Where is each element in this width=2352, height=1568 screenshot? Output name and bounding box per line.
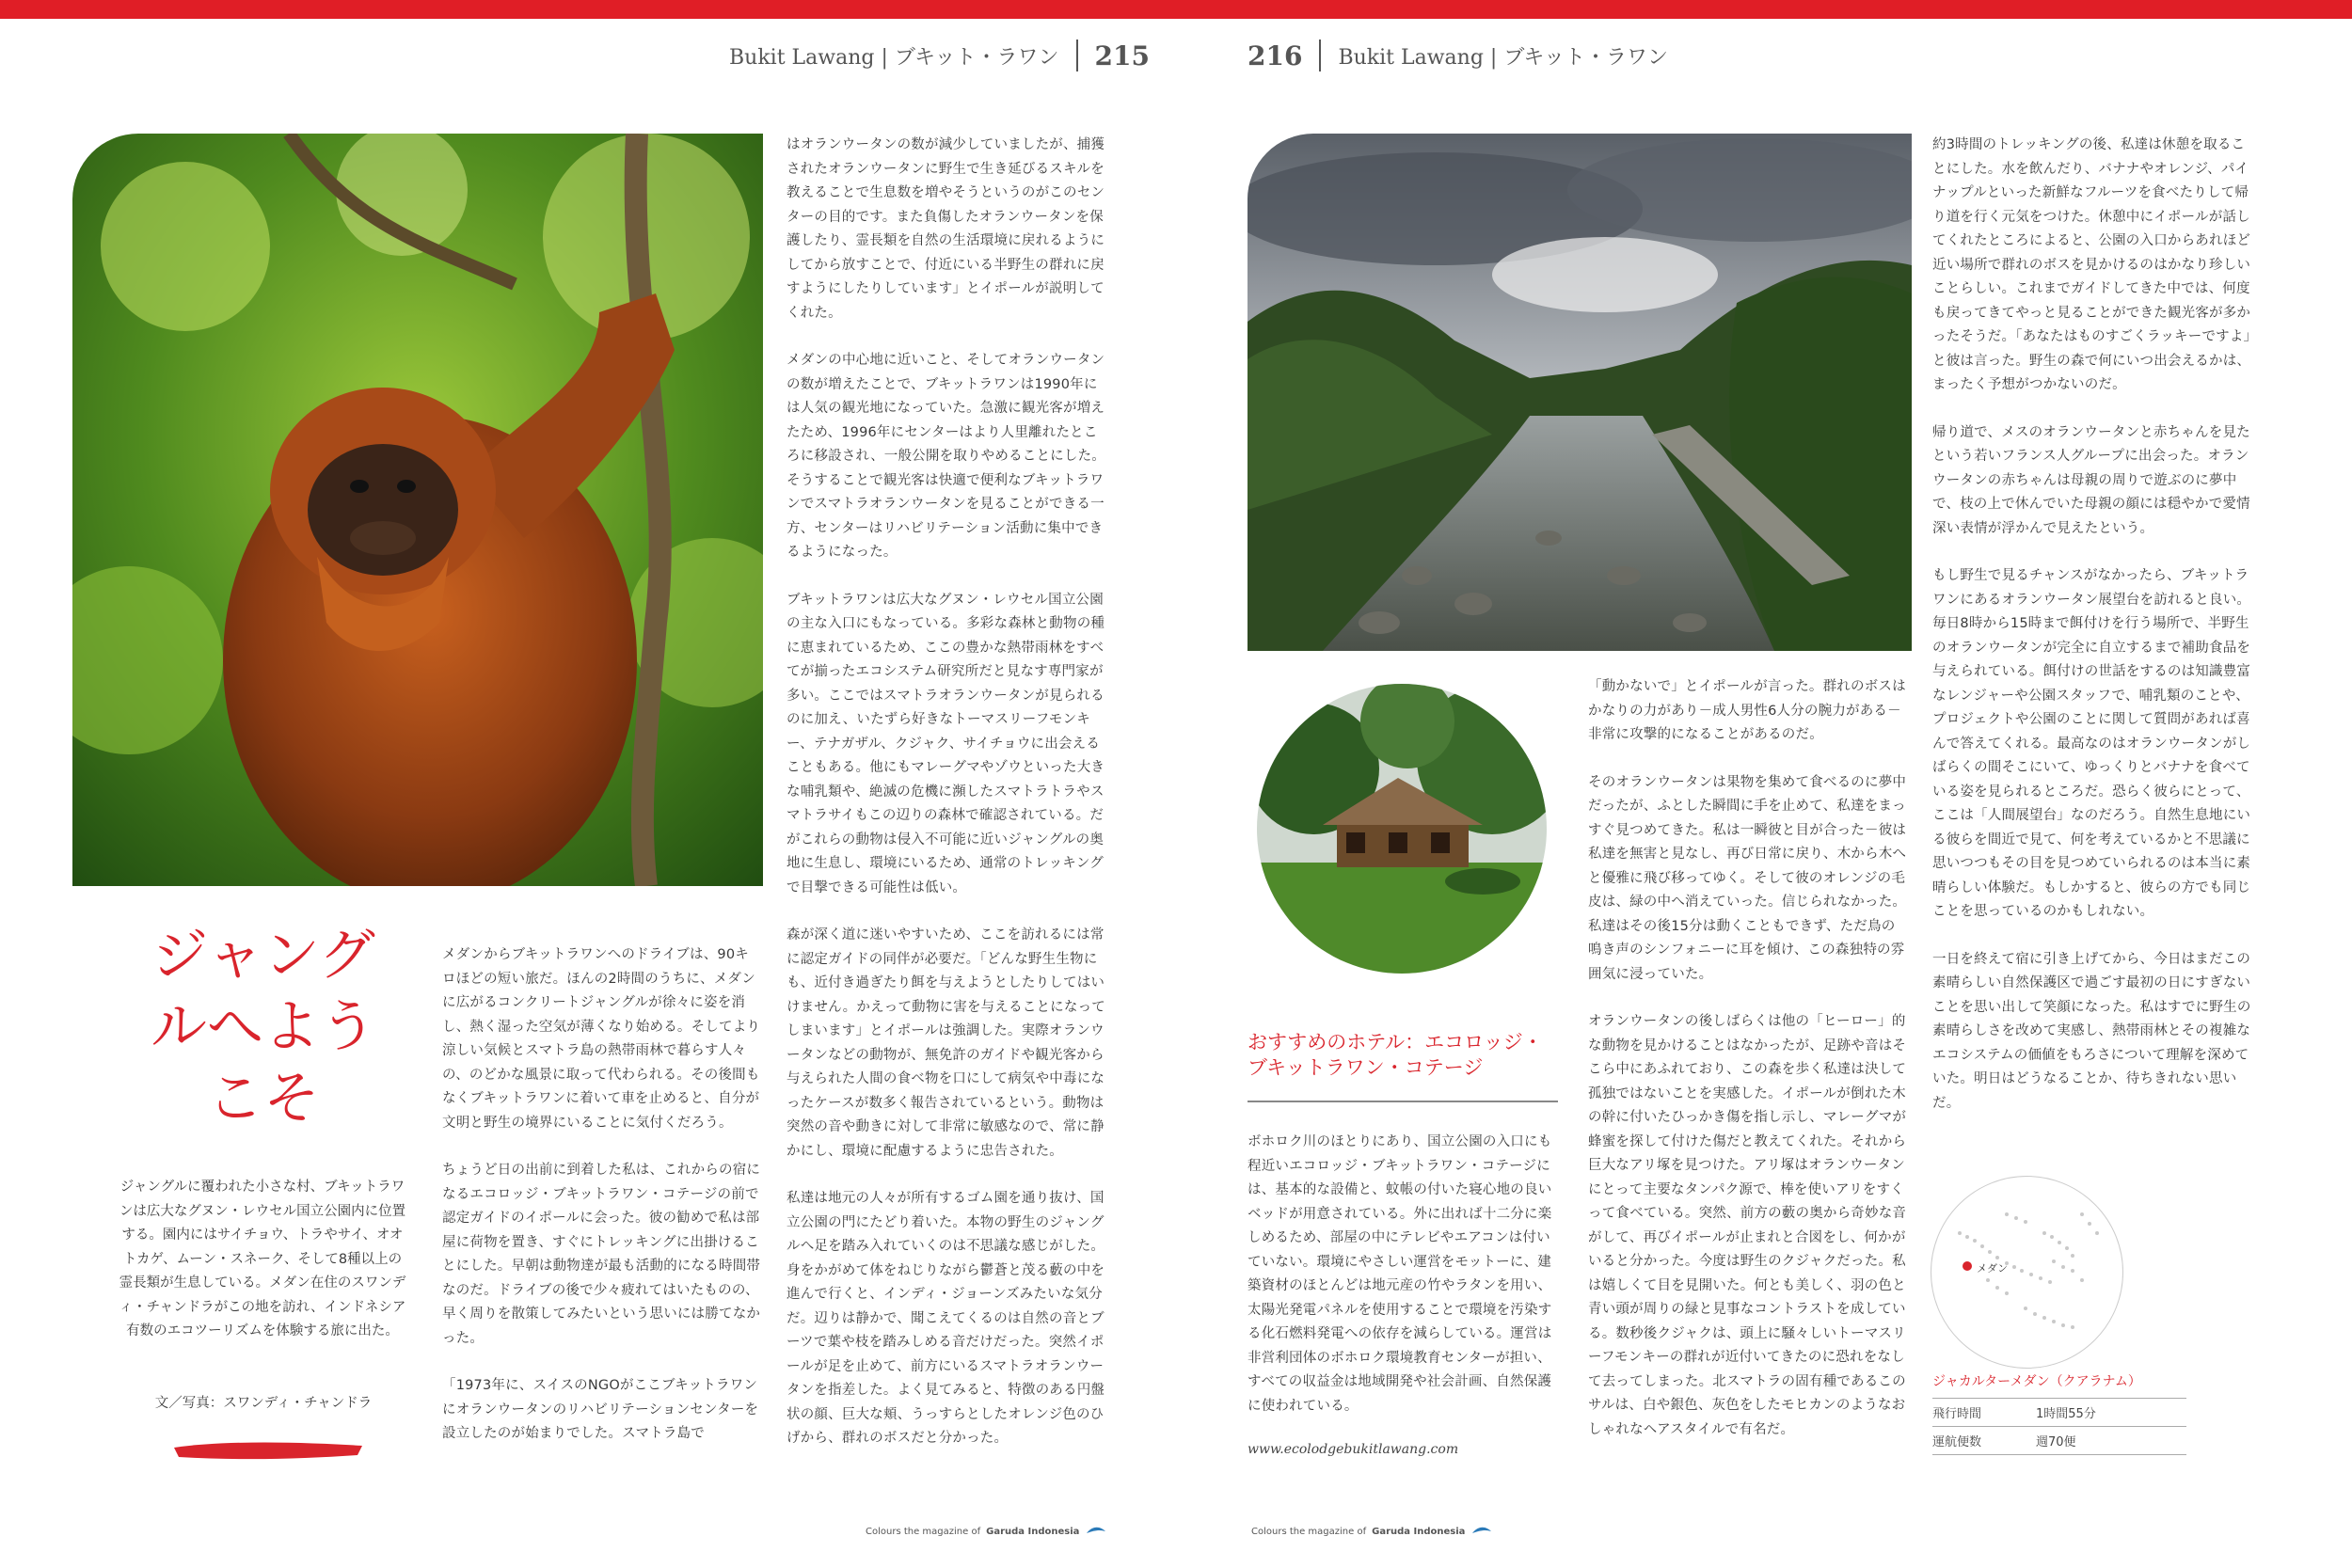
page-number-right: 216 xyxy=(1248,40,1303,71)
garuda-logo-icon xyxy=(1085,1524,1107,1540)
paragraph: 「1973年に、スイスのNGOがここブキットラワンにオランウータンのリハビリテーションセンターを設立したのが始まりでした。スマトラ島で xyxy=(442,1378,759,1441)
dotted-map-illustration xyxy=(1931,1177,2123,1369)
brush-stroke-decoration xyxy=(169,1436,367,1465)
title-line: ジャング xyxy=(151,923,375,989)
running-head-divider xyxy=(1319,40,1321,71)
map-city-label: メダン xyxy=(1977,1262,2009,1275)
running-head-left xyxy=(729,40,1150,71)
flight-info-table xyxy=(1932,1398,2186,1455)
river-photo xyxy=(1248,134,1912,651)
article-column-3 xyxy=(1588,675,1908,1465)
paragraph: 私達は地元の人々が所有するゴム園を通り抜け、国立公園の門にたどり着いた。本物の野生のジャングルへ足を踏み入れていくのは不思議な感じがした。身をかがめて体をねじりながら鬱蒼と茂る藪の中を進んで行くと、インディ・ジョーンズみたいな気分だ。辺りは静かで、聞こえてくるのは自然の音とブーツで葉や枝を踏みしめる音だけだった。突然イポールが足を止めて、前方にいるスマトラオランウータンを指差した。よく見てみると、特徴のある円盤状の顔、巨大な頬、うっすらとしたオレンジ色のひげから、群れのボスだと分かった。 xyxy=(787,1191,1105,1446)
paragraph: 「動かないで」とイポールが言った。群れのボスはかなりの力があり－成人男性6人分の腕力がある－非常に攻撃的になることがあるのだ。 xyxy=(1588,679,1906,742)
article-column-4 xyxy=(1932,134,2252,1139)
lodge-circle-photo xyxy=(1257,684,1547,974)
running-head-right-title: Bukit Lawang | ブキット・ラワン xyxy=(1338,45,1668,70)
byline: 文／写真：スワンディ・チャンドラ xyxy=(154,1396,373,1411)
running-head-right xyxy=(1248,40,1668,71)
lodge-illustration xyxy=(1257,684,1547,974)
article-intro: ジャングルに覆われた小さな村、ブキットラワンは広大なグヌン・レウセル国立公園内に位置する。園内にはサイチョウ、トラやサイ、オオトカゲ、ムーン・スネーク、そして8種以上の霊長類が生息している。メダン在住のスワンディ・チャンドラがこの地を訪れ、インドネシア有数のエコツーリズムを体験する旅に出た。 xyxy=(119,1180,406,1338)
footer-brand: Garuda Indonesia xyxy=(1372,1527,1466,1537)
article-column-2 xyxy=(787,134,1106,1475)
hotel-divider xyxy=(1248,1101,1558,1102)
top-red-bar xyxy=(0,0,2352,19)
garuda-logo-icon xyxy=(1470,1524,1493,1540)
flight-time-label: 飛行時間 xyxy=(1932,1399,2036,1427)
orangutan-photo xyxy=(72,134,763,886)
running-head-divider xyxy=(1076,40,1078,71)
orangutan-illustration xyxy=(72,134,763,886)
table-row xyxy=(1932,1399,2186,1427)
title-line: ルへよう xyxy=(151,994,376,1060)
hotel-recommendation-title: おすすめのホテル：エコロッジ・ブキットラワン・コテージ xyxy=(1248,1031,1543,1079)
paragraph: ブキットラワンは広大なグヌン・レウセル国立公園の主な入口にもなっている。多彩な森林と動物の種に恵まれているため、ここの豊かな熱帯雨林をすべてが揃ったエコシステム研究所だと見なす専門家が多い。ここではスマトラオランウータンが見られるのに加え、いたずら好きなトーマスリーフモンキー、テナガザル、クジャク、サイチョウに出会えることもある。他にもマレーグマやゾウといった大きな哺乳類や、絶滅の危機に瀕したスマトラトラやスマトラサイもこの辺りの森林で確認されている。だがこれらの動物は侵入不可能に近いジャングルの奥地に生息し、環境にいるため、通常のトレッキングで目撃できる可能性は低い。 xyxy=(787,592,1105,895)
hotel-description xyxy=(1248,1131,1558,1442)
paragraph: メダンからブキットラワンへのドライブは、90キロほどの短い旅だ。ほんの2時間のうちに、メダンに広がるコンクリートジャングルが徐々に姿を消し、熱く湿った空気が薄くなり始める。そしてより涼しい気候とスマトラ島の熱帯雨林で暮らす人々の、のどかな風景に取って代わられる。その後間もなくブキットラワンに着いて車を止めると、自分が文明と野生の境界にいることに気付くだろう。 xyxy=(442,947,761,1131)
hotel-website-link[interactable]: www.ecolodgebukitlawang.com xyxy=(1248,1442,1459,1457)
paragraph: メダンの中心地に近いこと、そしてオランウータンの数が増えたことで、ブキットラワンは1990年には人気の観光地になっていた。急激に観光客が増えたため、1996年にセンターはより人里離れたところに移設され、一般公開を取りやめることにした。そうすることで観光客は快適で便利なブキットラワンでスマトラオランウータンを見ることができる一方、センターはリハビリテーション活動に集中できるようになった。 xyxy=(787,353,1105,560)
running-head-left-title: Bukit Lawang | ブキット・ラワン xyxy=(729,45,1059,70)
table-row xyxy=(1932,1427,2186,1455)
frequency-value: 週70便 xyxy=(2036,1427,2186,1455)
paragraph: 帰り道で、メスのオランウータンと赤ちゃんを見たという若いフランス人グループに出会った。オランウータンの赤ちゃんは母親の周りで遊ぶのに夢中で、枝の上で休んでいた母親の顔には穏やかで愛情深い表情が浮かんで見えたという。 xyxy=(1932,424,2250,536)
page-number-left: 215 xyxy=(1094,40,1150,71)
footer-right xyxy=(1251,1524,1493,1540)
route-title: ジャカルターメダン（クアラナム） xyxy=(1932,1374,2141,1389)
paragraph: オランウータンの後しばらくは他の「ヒーロー」的な動物を見かけることはなかったが、足跡や音はそこら中にあふれており、この森を歩く私達は決して孤独ではないことを実感した。イポールが倒れた木の幹に付いたひっかき傷を指し示し、マレーグマが蜂蜜を探して付けた傷だと教えてくれた。それから巨大なアリ塚を見つけた。アリ塚はオランウータンにとって主要なタンパク源で、棒を使いアリをすくって食べている。突然、前方の藪の奥から奇妙な音がして、再びイポールが止まれと合図をし、何かがいると分かった。今度は野生のクジャクだった。私は嬉しくて目を見開いた。何とも美しく、羽の色と青い頭が周りの緑と見事なコントラストを成している。数秒後クジャクは、頭上に騒々しいトーマスリーフモンキーの群れが近付いてきたのに恐れをなして去ってしまった。北スマトラの固有種であるこのサルは、白や銀色、灰色をしたモヒカンのようなおしゃれなヘアスタイルで有名だ。 xyxy=(1588,1014,1907,1437)
title-line: こそ xyxy=(207,1066,320,1132)
paragraph: 森が深く道に迷いやすいため、ここを訪れるには常に認定ガイドの同伴が必要だ。「どんな野生生物にも、近付き過ぎたり餌を与えようとしたりしてはいけません。かえって動物に害を与えることになってしまいます」とイポールは強調した。実際オランウータンなどの動物が、無免許のガイドや観光客から与えられた人間の食べ物を口にして病気や中毒になったケースが数多く報告されているという。動物は突然の音や動きに対して非常に敏感なので、常に静かにし、環境に配慮するように忠告された。 xyxy=(787,927,1105,1159)
paragraph: もし野生で見るチャンスがなかったら、ブキットラワンにあるオランウータン展望台を訪れると良い。毎日8時から15時まで餌付けを行う場所で、半野生のオランウータンが完全に自立するまで補助食品を与えられている。餌付けの世話をするのは知識豊富なレンジャーや公園スタッフで、哺乳類のことや、プロジェクトや公園のことに関して質問があれば喜んで答えてくれる。最高なのはオランウータンがしばらくの間そこにいて、ゆっくりとバナナを食べている姿を見られるところだ。恐らく彼らにとって、ここは「人間展望台」なのだろう。自然生息地にいる彼らを間近で見て、何を考えているかと不思議に思いつつもその目を見つめていられるのは本当に素晴らしい体験だ。もしかすると、彼らの方でも同じことを思っているのかもしれない。 xyxy=(1932,568,2251,919)
article-title xyxy=(94,920,433,1134)
footer-left xyxy=(866,1524,1107,1540)
route-map xyxy=(1931,1176,2123,1369)
paragraph: ボホロク川のほとりにあり、国立公園の入口にも程近いエコロッジ・ブキットラワン・コテージには、基本的な設備と、蚊帳の付いた寝心地の良いベッドが用意されている。外に出れば十二分に楽しめるため、部屋の中にテレビやエアコンは付いていない。環境にやさしい運営をモットーに、建築資材のほとんどは地元産の竹やラタンを用い、太陽光発電パネルを使用することで環境を汚染する化石燃料発電への依存を減らしている。運営は非営利団体のボホロク環境教育センターが担い、すべての収益金は地域開発や社会計画、自然保護に使われている。 xyxy=(1248,1134,1552,1414)
paragraph: 約3時間のトレッキングの後、私達は休憩を取ることにした。水を飲んだり、バナナやオレンジ、パイナップルといった新鮮なフルーツを食べたりして帰り道を行く元気をつけた。休憩中にイポールが話してくれたところによると、公園の入口からあれほど近い場所で群れのボスを見かけるのはかなり珍しいことらしい。これまでガイドしてきた中では、何度も戻ってきてやっと見ることができた観光客が多かったそうだ。「あなたはものすごくラッキーですよ」と彼は言った。野生の森で何にいつ出会えるかは、まったく予想がつかないのだ。 xyxy=(1932,137,2251,392)
footer-prefix: Colours the magazine of xyxy=(1251,1527,1367,1537)
paragraph: そのオランウータンは果物を集めて食べるのに夢中だったが、ふとした瞬間に手を止めて、私達をまっすぐ見つめてきた。私は一瞬彼と目が合った－彼は私達を無害と見なし、再び日常に戻り、木から木へと優雅に飛び移ってゆく。そして彼のオレンジの毛皮は、緑の中へ消えていった。信じられなかった。私達はその後15分は動くこともできず、ただ鳥の鳴き声のシンフォニーに耳を傾け、この森独特の雰囲気に浸っていた。 xyxy=(1588,774,1907,982)
frequency-label: 運航便数 xyxy=(1932,1427,2036,1455)
footer-brand: Garuda Indonesia xyxy=(986,1527,1080,1537)
river-illustration xyxy=(1248,134,1912,651)
article-column-1 xyxy=(442,943,762,1470)
flight-time-value: 1時間55分 xyxy=(2036,1399,2186,1427)
footer-prefix: Colours the magazine of xyxy=(866,1527,981,1537)
paragraph: 一日を終えて宿に引き上げてから、今日はまだこの素晴らしい自然保護区で過ごす最初の日にすぎないことを思い出して笑顔になった。私はすでに野生の素晴らしさを改めて実感し、熱帯雨林とその複雑なエコシステムの価値をもろさについて理解を深めていた。明日はどうなることか、待ちきれない思いだ。 xyxy=(1932,951,2251,1111)
paragraph: はオランウータンの数が減少していましたが、捕獲されたオランウータンに野生で生き延びるスキルを教えることで生息数を増やそうというのがこのセンターの目的です。また負傷したオランウータンを保護したり、霊長類を自然の生活環境に戻れるようにしてから放すことで、付近にいる半野生の群れに戻すようにしたりしています」とイポールが説明してくれた。 xyxy=(787,137,1105,321)
paragraph: ちょうど日の出前に到着した私は、これからの宿になるエコロッジ・ブキットラワン・コテージの前で認定ガイドのイポールに会った。彼の勧めで私は部屋に荷物を置き、すぐにトレッキングに出掛けることにした。早朝は動物達が最も活動的になる時間帯なのだ。ドライブの後で少々疲れてはいたものの、早く周りを散策してみたいという思いには勝てなかった。 xyxy=(442,1163,761,1346)
